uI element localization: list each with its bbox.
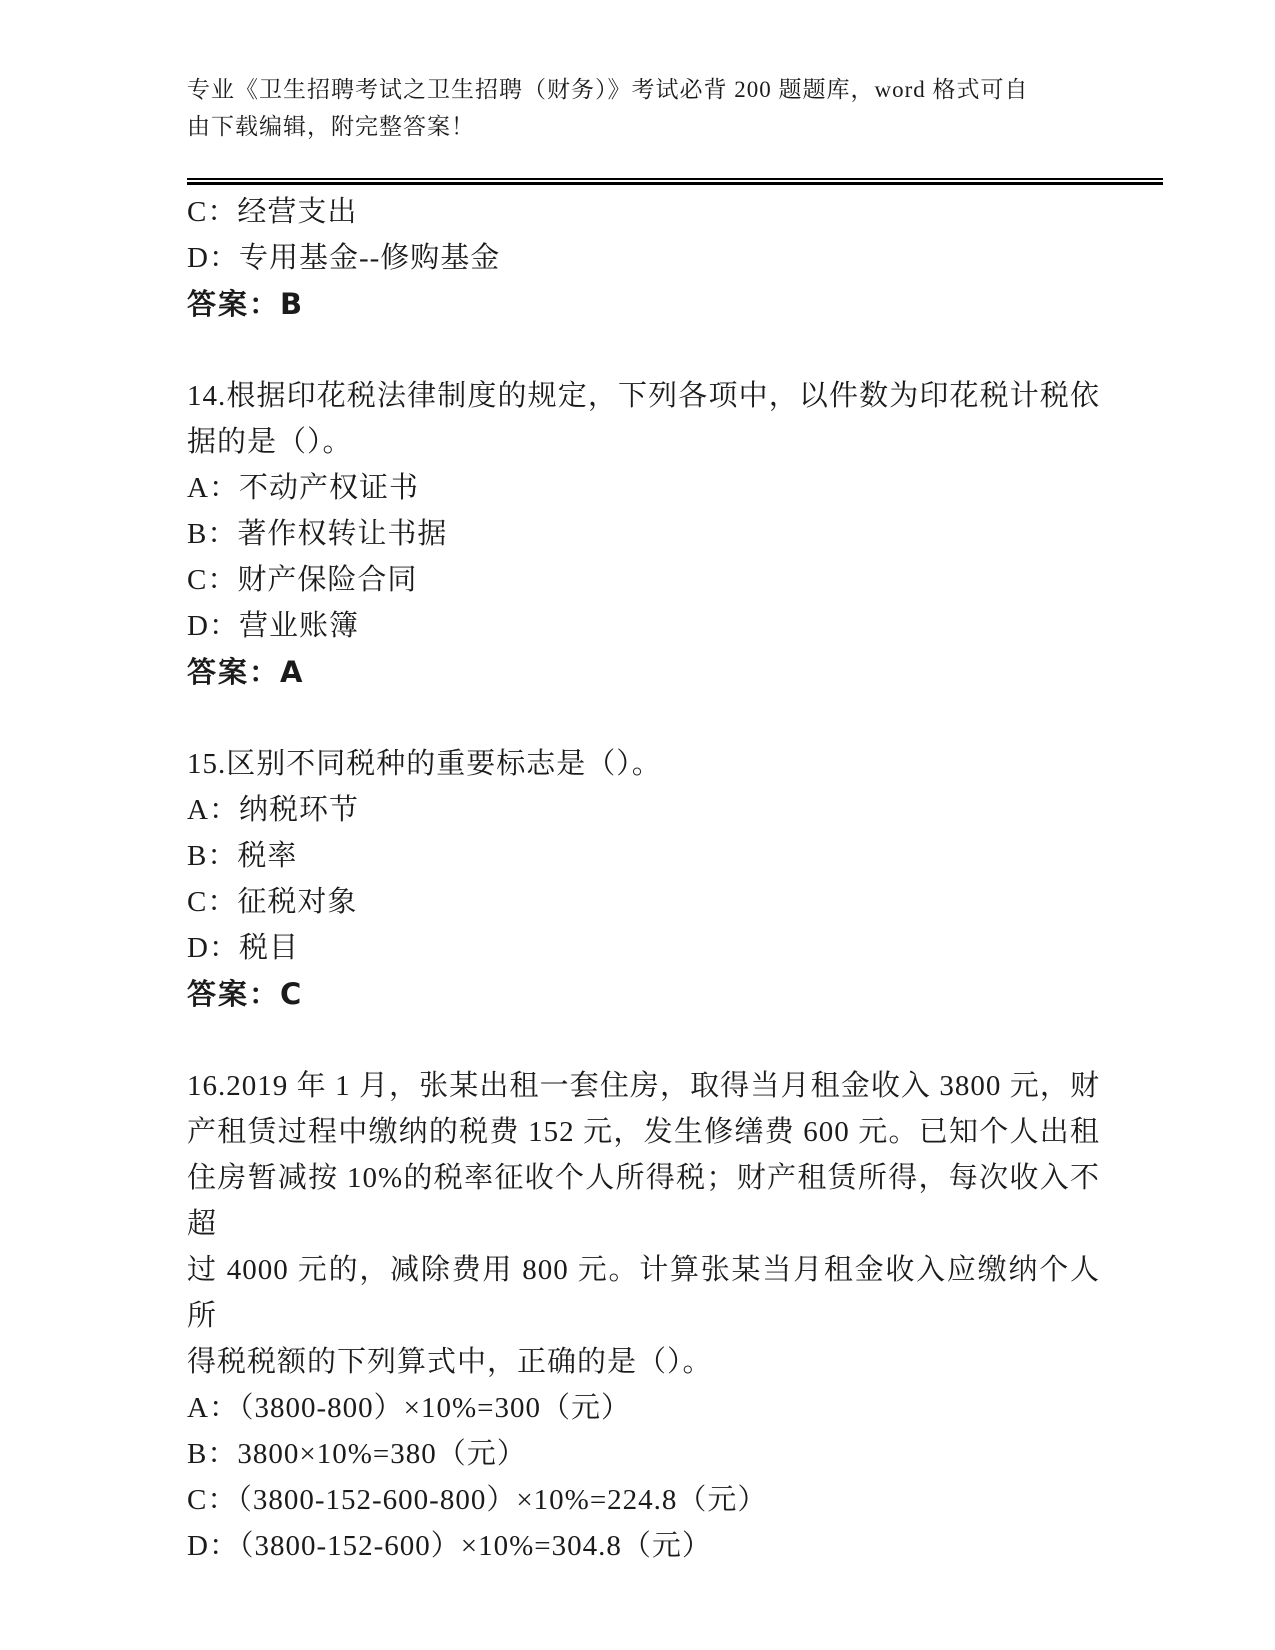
header-title-line-2: 由下载编辑，附完整答案！ xyxy=(187,114,475,139)
stem-line: 15.区别不同税种的重要标志是（）。 xyxy=(187,748,662,780)
option-line: B：税率 xyxy=(187,840,298,872)
document-content xyxy=(187,189,1100,1569)
option-line: A：（3800-800）×10%=300（元） xyxy=(187,1392,631,1424)
answer-line: 答案：B xyxy=(187,287,305,321)
answer-line: 答案：A xyxy=(187,655,305,689)
stem-line: 16.2019 年 1 月，张某出租一套住房，取得当月租金收入 3800 元，财 xyxy=(187,1070,1100,1102)
option-line: B：3800×10%=380（元） xyxy=(187,1438,527,1470)
page-header xyxy=(187,0,1100,145)
question-16 xyxy=(187,1063,1100,1569)
option-line: C：财产保险合同 xyxy=(187,564,418,596)
header-title-line-1: 专业《卫生招聘考试之卫生招聘（财务）》考试必背 200 题题库，word 格式可自 xyxy=(187,77,1029,102)
stem-line: 产租赁过程中缴纳的税费 152 元，发生修缮费 600 元。已知个人出租 xyxy=(187,1116,1100,1148)
stem-line: 得税税额的下列算式中，正确的是（）。 xyxy=(187,1346,713,1378)
question-15 xyxy=(187,741,1100,1017)
option-line: D：（3800-152-600）×10%=304.8（元） xyxy=(187,1530,712,1562)
stem-line: 14.根据印花税法律制度的规定，下列各项中，以件数为印花税计税依 xyxy=(187,380,1100,412)
option-line: C：经营支出 xyxy=(187,196,358,228)
option-line: A：不动产权证书 xyxy=(187,472,419,504)
question-14 xyxy=(187,373,1100,695)
stem-line: 住房暂减按 10%的税率征收个人所得税；财产租赁所得，每次收入不超 xyxy=(187,1162,1100,1240)
option-line: C：（3800-152-600-800）×10%=224.8（元） xyxy=(187,1484,768,1516)
stem-line: 过 4000 元的，减除费用 800 元。计算张某当月租金收入应缴纳个人所 xyxy=(187,1254,1100,1332)
option-line: B：著作权转让书据 xyxy=(187,518,448,550)
header-divider-rule xyxy=(187,178,1163,185)
question-13-remainder xyxy=(187,189,1100,327)
answer-line: 答案：C xyxy=(187,977,304,1011)
option-line: C：征税对象 xyxy=(187,886,358,918)
option-line: D：税目 xyxy=(187,932,299,964)
stem-line: 据的是（）。 xyxy=(187,426,353,458)
option-line: A：纳税环节 xyxy=(187,794,359,826)
option-line: D：专用基金--修购基金 xyxy=(187,242,501,274)
option-line: D：营业账簿 xyxy=(187,610,359,642)
